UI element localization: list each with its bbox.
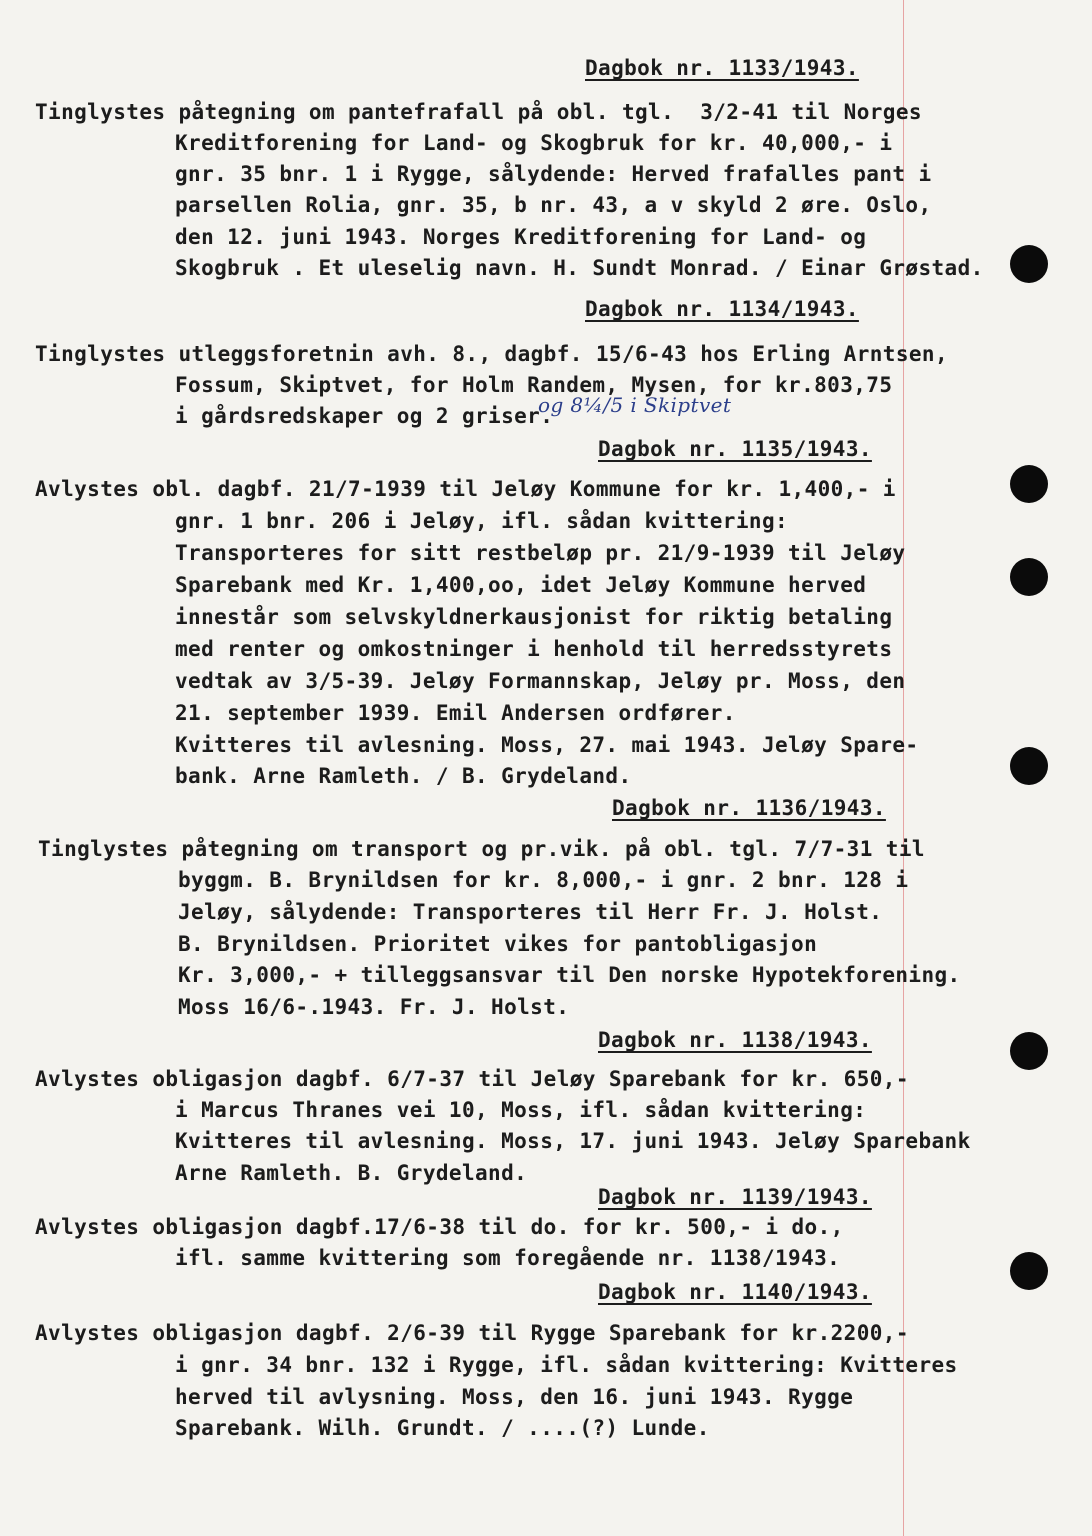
entry-header: Dagbok nr. 1139/1943. xyxy=(598,1185,872,1209)
entry-text-line: Tinglystes påtegning om transport og pr.vik. på obl. tgl. 7/7-31 til xyxy=(38,837,925,861)
entry-text-line: Moss 16/6-.1943. Fr. J. Holst. xyxy=(178,995,570,1019)
entry-text-line: Avlystes obl. dagbf. 21/7-1939 til Jeløy Kommune for kr. 1,400,- i xyxy=(35,477,896,501)
entry-text-line: Avlystes obligasjon dagbf.17/6-38 til do. for kr. 500,- i do., xyxy=(35,1215,844,1239)
entry-text-line: i Marcus Thranes vei 10, Moss, ifl. sådan kvittering: xyxy=(175,1098,867,1122)
entry-text-line: den 12. juni 1943. Norges Kreditforening for Land- og xyxy=(175,225,867,249)
entry-text-line: Skogbruk . Et uleselig navn. H. Sundt Monrad. / Einar Grøstad. xyxy=(175,256,984,280)
punch-hole xyxy=(1010,747,1048,785)
punch-hole xyxy=(1010,465,1048,503)
entry-text-line: Kreditforening for Land- og Skogbruk for kr. 40,000,- i xyxy=(175,131,893,155)
entry-text-line: parsellen Rolia, gnr. 35, b nr. 43, a v skyld 2 øre. Oslo, xyxy=(175,193,932,217)
entry-text-line: Transporteres for sitt restbeløp pr. 21/9-1939 til Jeløy xyxy=(175,541,906,565)
entry-text-line: Sparebank. Wilh. Grundt. / ....(?) Lunde. xyxy=(175,1416,710,1440)
entry-text-line: Kvitteres til avlesning. Moss, 17. juni 1943. Jeløy Sparebank xyxy=(175,1129,971,1153)
entry-text-line: Jeløy, sålydende: Transporteres til Herr Fr. J. Holst. xyxy=(178,900,883,924)
entry-text-line: Tinglystes påtegning om pantefrafall på obl. tgl. 3/2-41 til Norges xyxy=(35,100,922,124)
punch-hole xyxy=(1010,245,1048,283)
margin-line xyxy=(903,0,904,1536)
entry-header: Dagbok nr. 1140/1943. xyxy=(598,1280,872,1304)
entry-text-line: bank. Arne Ramleth. / B. Grydeland. xyxy=(175,764,632,788)
entry-text-line: Kvitteres til avlesning. Moss, 27. mai 1943. Jeløy Spare- xyxy=(175,733,919,757)
entry-text-line: i gnr. 34 bnr. 132 i Rygge, ifl. sådan kvittering: Kvitteres xyxy=(175,1353,958,1377)
entry-text-line: i gårdsredskaper og 2 griser. xyxy=(175,404,554,428)
entry-header: Dagbok nr. 1133/1943. xyxy=(585,56,859,80)
entry-text-line: med renter og omkostninger i henhold til herredsstyrets xyxy=(175,637,893,661)
entry-text-line: Arne Ramleth. B. Grydeland. xyxy=(175,1161,528,1185)
punch-hole xyxy=(1010,1252,1048,1290)
entry-header: Dagbok nr. 1135/1943. xyxy=(598,437,872,461)
entry-text-line: Fossum, Skiptvet, for Holm Randem, Mysen, for kr.803,75 xyxy=(175,373,893,397)
entry-text-line: 21. september 1939. Emil Andersen ordfører. xyxy=(175,701,736,725)
entry-text-line: Tinglystes utleggsforetnin avh. 8., dagbf. 15/6-43 hos Erling Arntsen, xyxy=(35,342,949,366)
entry-header: Dagbok nr. 1138/1943. xyxy=(598,1028,872,1052)
entry-text-line: Sparebank med Kr. 1,400,oo, idet Jeløy Kommune herved xyxy=(175,573,867,597)
entry-text-line: byggm. B. Brynildsen for kr. 8,000,- i gnr. 2 bnr. 128 i xyxy=(178,868,909,892)
punch-hole xyxy=(1010,558,1048,596)
entry-text-line: innestår som selvskyldnerkausjonist for riktig betaling xyxy=(175,605,893,629)
entry-header: Dagbok nr. 1134/1943. xyxy=(585,297,859,321)
entry-text-line: Avlystes obligasjon dagbf. 6/7-37 til Jeløy Sparebank for kr. 650,- xyxy=(35,1067,909,1091)
handwritten-note: og 8¼/5 i Skiptvet xyxy=(538,393,732,417)
entry-text-line: gnr. 35 bnr. 1 i Rygge, sålydende: Herved frafalles pant i xyxy=(175,162,932,186)
entry-text-line: Kr. 3,000,- + tilleggsansvar til Den norske Hypotekforening. xyxy=(178,963,961,987)
entry-header: Dagbok nr. 1136/1943. xyxy=(612,796,886,820)
entry-text-line: ifl. samme kvittering som foregående nr. 1138/1943. xyxy=(175,1246,841,1270)
punch-hole xyxy=(1010,1032,1048,1070)
entry-text-line: herved til avlysning. Moss, den 16. juni 1943. Rygge xyxy=(175,1385,854,1409)
entry-text-line: B. Brynildsen. Prioritet vikes for pantobligasjon xyxy=(178,932,818,956)
entry-text-line: Avlystes obligasjon dagbf. 2/6-39 til Rygge Sparebank for kr.2200,- xyxy=(35,1321,909,1345)
entry-text-line: vedtak av 3/5-39. Jeløy Formannskap, Jeløy pr. Moss, den xyxy=(175,669,906,693)
entry-text-line: gnr. 1 bnr. 206 i Jeløy, ifl. sådan kvittering: xyxy=(175,509,789,533)
